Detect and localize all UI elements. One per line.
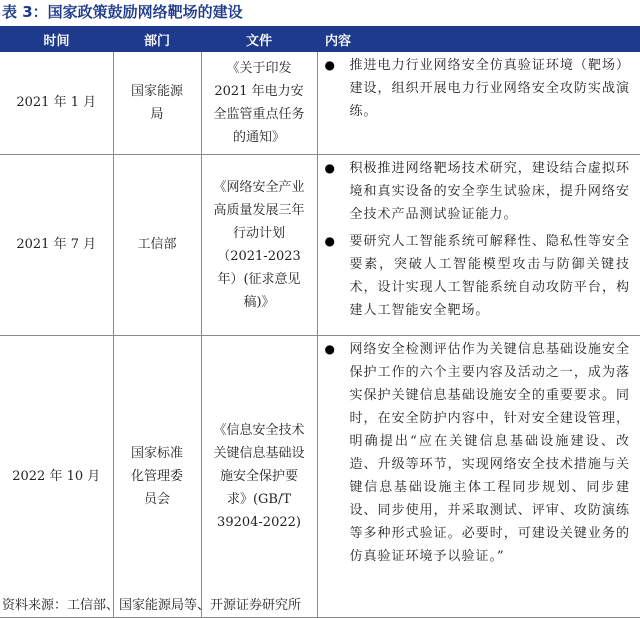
content-item <box>318 54 640 123</box>
content-item <box>318 230 640 322</box>
cell-time: 2021 年 1 月 <box>0 52 113 154</box>
header-department: 部门 <box>113 27 201 52</box>
cell-time: 2022 年 10 月 <box>0 335 113 617</box>
cell-department: 国家能源局 <box>113 52 201 154</box>
content-item <box>318 338 640 568</box>
content-item <box>318 157 640 226</box>
table-row <box>0 154 640 335</box>
source-note: 资料来源：工信部、国家能源局等、开源证券研究所 <box>2 596 301 616</box>
policy-table <box>0 27 640 618</box>
content-text: 推进电力行业网络安全仿真验证环境（靶场）建设，组织开展电力行业网络安全攻防实战演练。 <box>350 58 631 119</box>
header-content: 内容 <box>317 27 640 52</box>
table-header-row <box>0 27 640 52</box>
bullet-icon: ● <box>325 338 336 361</box>
bullet-icon: ● <box>325 157 336 180</box>
cell-document: 《网络安全产业高质量发展三年行动计划（2021-2023年）(征求意见稿)》 <box>201 154 317 335</box>
cell-department: 国家标准化管理委员会 <box>113 335 201 617</box>
cell-content <box>317 52 640 154</box>
table-row <box>0 335 640 617</box>
cell-time: 2021 年 7 月 <box>0 154 113 335</box>
content-text: 积极推进网络靶场技术研究，建设结合虚拟环境和真实设备的安全孪生试验床，提升网络安全技术产品测试验证能力。 <box>350 161 631 222</box>
table-title: 表 3：国家政策鼓励网络靶场的建设 <box>2 0 243 24</box>
cell-department: 工信部 <box>113 154 201 335</box>
cell-content <box>317 335 640 617</box>
bullet-icon: ● <box>325 54 336 77</box>
table-row <box>0 52 640 154</box>
cell-document: 《信息安全技术关键信息基础设施安全保护要求》(GB/T 39204-2022) <box>201 335 317 617</box>
header-document: 文件 <box>201 27 317 52</box>
header-time: 时间 <box>0 27 113 52</box>
content-text: 要研究人工智能系统可解释性、隐私性等安全要素，突破人工智能模型攻击与防御关键技术，设计实现人工智能系统自动攻防平台，构建人工智能安全靶场。 <box>350 234 631 318</box>
cell-document: 《关于印发 2021 年电力安全监管重点任务的通知》 <box>201 52 317 154</box>
bullet-icon: ● <box>325 230 336 253</box>
content-text: 网络安全检测评估作为关键信息基础设施安全保护工作的六个主要内容及活动之一，成为落实保护关键信息基础设施安全的重要要求。同时，在安全防护内容中，针对安全建设管理，明确提出“应在关键信息基础设施建设、改造、升级等环节，实现网络安全技术措施与关键信息基础设施主体工程同步规划、同步建设、同步使用，并采取测试、评审、攻防演练等多种形式验证。必要时，可建设关键业务的仿真验证环境予以验证。” <box>350 342 631 564</box>
cell-content <box>317 154 640 335</box>
